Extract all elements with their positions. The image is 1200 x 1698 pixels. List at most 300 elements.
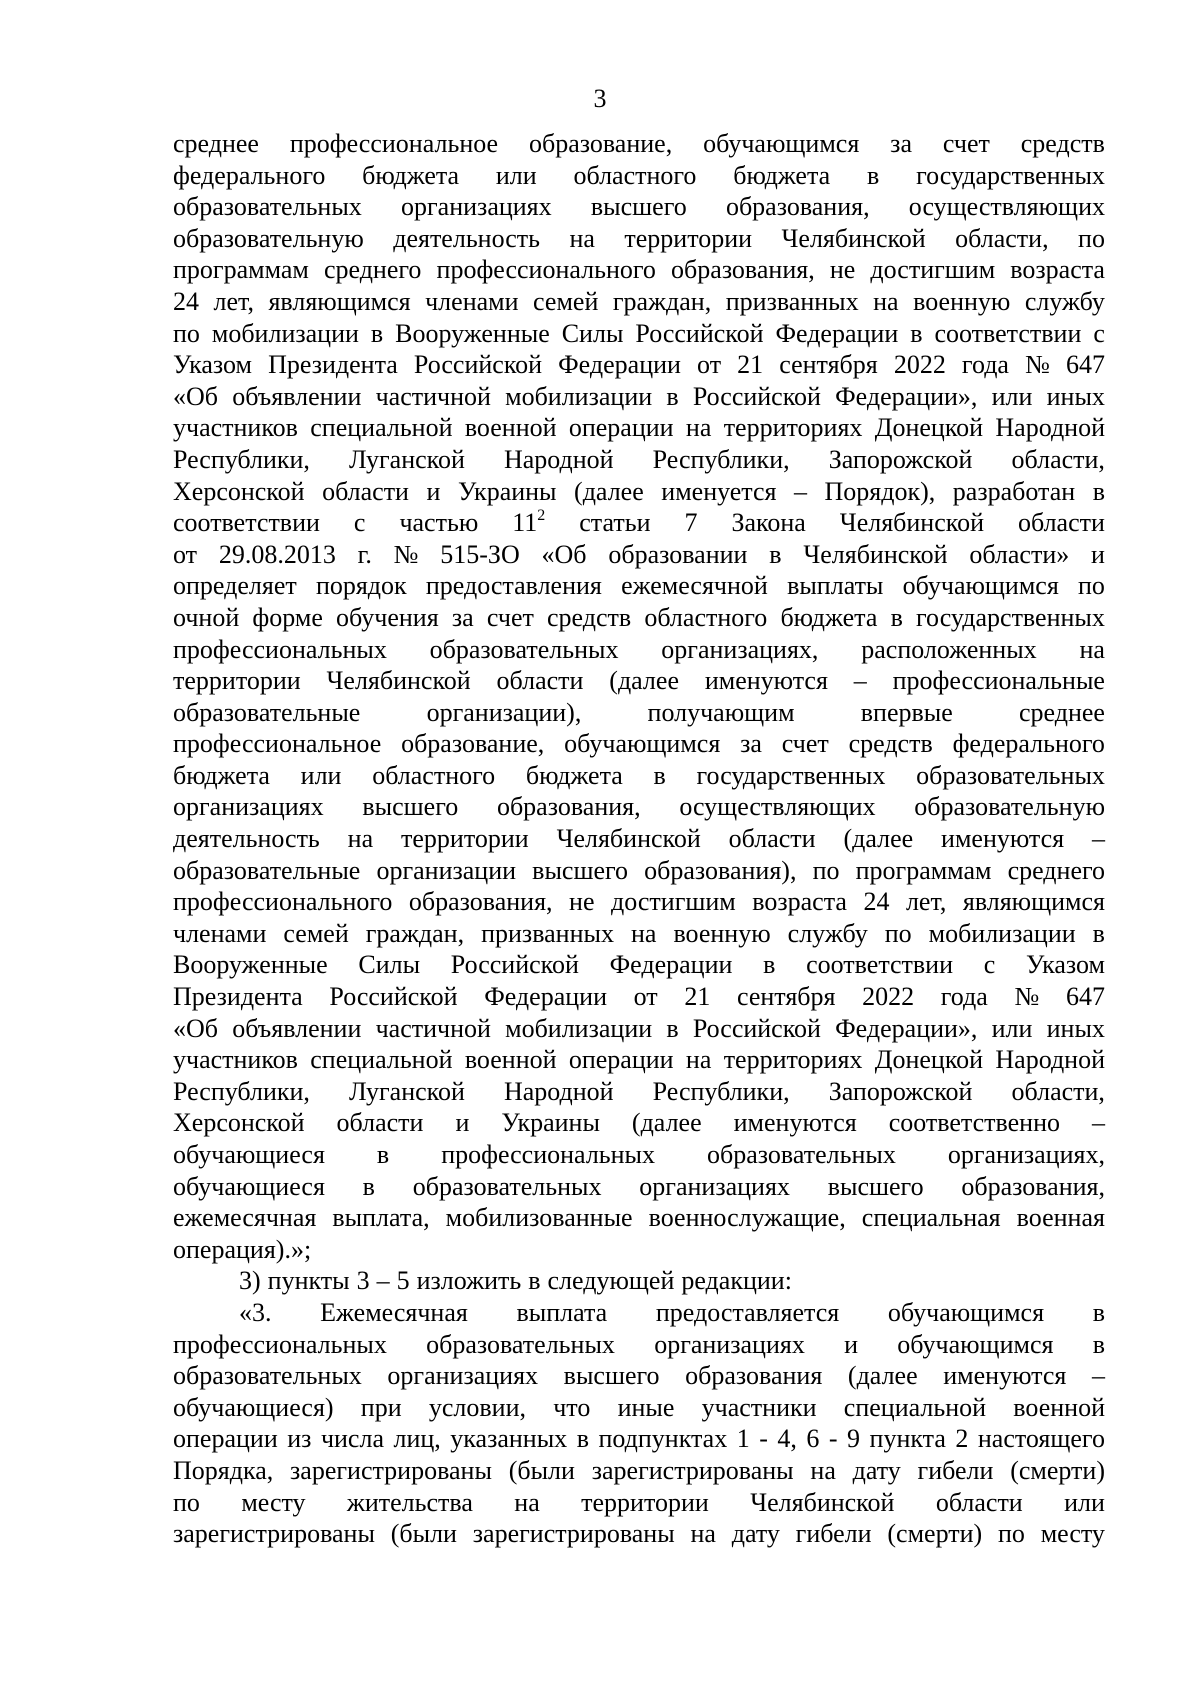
- word: объявлении: [232, 1013, 362, 1043]
- text-line: [173, 602, 1105, 634]
- word: образования),: [644, 855, 797, 885]
- text-line: [173, 855, 1105, 887]
- word: частью: [399, 508, 479, 538]
- word: или: [1064, 1487, 1105, 1517]
- word: по: [884, 918, 912, 948]
- word: бюджета: [362, 160, 460, 190]
- text-line: [173, 981, 1105, 1013]
- word: с: [353, 508, 366, 538]
- word: областного: [372, 760, 496, 790]
- word: организациях: [401, 192, 552, 222]
- word: операции: [568, 1045, 674, 1075]
- word: получающим: [647, 697, 795, 727]
- word: области: [496, 666, 584, 696]
- word: соответствии: [806, 950, 954, 980]
- word: Федерации: [484, 982, 607, 1012]
- word: месту: [241, 1487, 306, 1517]
- word: Челябинской: [326, 666, 471, 696]
- text-line: [173, 191, 1105, 223]
- word: профессиональные: [892, 666, 1105, 696]
- word: зарегистрированы: [173, 1519, 375, 1549]
- word: обучающиеся): [173, 1392, 334, 1422]
- word: (смерти): [1010, 1455, 1105, 1485]
- word: на: [690, 1519, 716, 1549]
- word: специальной: [310, 413, 453, 443]
- word: или: [495, 160, 537, 190]
- word: средств: [1020, 129, 1105, 158]
- word: образовательные: [173, 855, 361, 885]
- word: –: [1091, 1361, 1105, 1391]
- word: «Об: [541, 539, 587, 569]
- word: организациях: [387, 1361, 539, 1391]
- superscript: 2: [537, 507, 546, 525]
- word: указанных: [450, 1424, 568, 1454]
- text-line: [173, 1423, 1105, 1455]
- text-line: [173, 1139, 1105, 1171]
- word: -: [828, 1424, 838, 1454]
- word: членами: [173, 918, 267, 948]
- word: области»: [969, 539, 1070, 569]
- word: 9: [847, 1424, 861, 1454]
- word: (далее: [609, 666, 679, 696]
- word: -: [759, 1424, 768, 1454]
- text-line: [173, 1107, 1105, 1139]
- word: профессионального: [436, 255, 656, 285]
- word: являющимся: [268, 286, 411, 316]
- word: Запорожской: [828, 1076, 973, 1106]
- word: мобилизации: [505, 381, 653, 411]
- word: области,: [955, 223, 1049, 253]
- word: следующей: [547, 1266, 675, 1296]
- word: обучения: [336, 602, 439, 632]
- word: специальной: [843, 1392, 987, 1422]
- word: иных: [1046, 381, 1105, 411]
- word: 5: [396, 1266, 410, 1296]
- word: года: [961, 350, 1009, 380]
- page-number: 3: [593, 84, 607, 113]
- word: образовании: [608, 539, 748, 569]
- word: 2022: [862, 982, 915, 1012]
- word: Херсонской: [173, 1108, 305, 1138]
- word: именуются: [943, 1361, 1067, 1391]
- document-body: [173, 128, 1105, 1550]
- word: в: [576, 1424, 589, 1454]
- text-line: [173, 1360, 1105, 1392]
- word: федерального: [173, 160, 326, 190]
- word: или: [991, 381, 1033, 411]
- word: области: [322, 476, 409, 506]
- word: Указом: [173, 350, 252, 380]
- word: возраста: [752, 887, 847, 917]
- word: высшего: [532, 855, 629, 885]
- word: –: [1092, 1108, 1105, 1138]
- word: частичной: [375, 381, 491, 411]
- word: или: [300, 760, 342, 790]
- word: профессионального: [173, 887, 393, 917]
- word: Челябинской: [803, 539, 948, 569]
- word: «3.: [239, 1297, 272, 1327]
- word: мобилизации: [211, 318, 359, 348]
- word: Президента: [173, 982, 303, 1012]
- word: месту: [1040, 1519, 1105, 1549]
- text-line: [173, 223, 1105, 255]
- word: государственных: [916, 602, 1105, 632]
- word: Федерации: [775, 318, 899, 348]
- word: граждан,: [365, 918, 465, 948]
- word: профессиональных: [173, 634, 387, 664]
- word: жительства: [346, 1487, 473, 1517]
- word: образования,: [671, 255, 815, 285]
- word: программам: [855, 855, 992, 885]
- word: 647: [1065, 350, 1105, 380]
- word: объявлении: [232, 381, 362, 411]
- word: №: [393, 539, 419, 569]
- word: в: [866, 160, 880, 190]
- word: среднее: [173, 129, 259, 158]
- word: образовательную: [173, 223, 364, 253]
- word: дату: [852, 1455, 901, 1485]
- word: Донецкой: [874, 413, 984, 443]
- word: (смерти): [887, 1519, 983, 1549]
- word: государственных: [916, 160, 1105, 190]
- word: обучающимся: [703, 129, 860, 158]
- word: Российской: [692, 1013, 821, 1043]
- word: военной: [464, 413, 557, 443]
- word: в: [370, 318, 384, 348]
- word: мобилизации: [928, 918, 1076, 948]
- word: образовательные: [173, 697, 361, 727]
- word: иных: [1046, 1013, 1105, 1043]
- word: операция).»;: [173, 1234, 312, 1264]
- word: в: [769, 539, 782, 569]
- text-line: [173, 349, 1105, 381]
- text-line: [173, 476, 1105, 508]
- word: военнослужащие,: [648, 1203, 846, 1233]
- word: Херсонской: [173, 476, 305, 506]
- word: на: [569, 223, 595, 253]
- text-line: [173, 791, 1105, 823]
- word: Ежемесячная: [320, 1297, 468, 1327]
- word: обучающимся: [564, 729, 721, 759]
- word: от: [697, 350, 722, 380]
- word: организациях,: [947, 1140, 1105, 1169]
- word: организациях: [639, 1171, 790, 1201]
- word: Республики,: [652, 1076, 790, 1106]
- word: 24: [863, 887, 890, 917]
- word: на: [810, 1455, 836, 1485]
- word: военную: [673, 918, 771, 948]
- word: именуются: [733, 1108, 857, 1138]
- word: года: [940, 982, 988, 1012]
- word: службу: [1024, 286, 1105, 316]
- word: Федерации»,: [835, 1013, 978, 1043]
- word: образовательных: [173, 1361, 362, 1391]
- word: образовательных: [429, 634, 619, 664]
- word: образования,: [408, 887, 553, 917]
- word: 7: [684, 508, 698, 538]
- word: военной: [464, 1045, 557, 1075]
- word: Луганской: [349, 1076, 465, 1106]
- word: Вооруженные: [173, 950, 328, 980]
- word: «Об: [173, 381, 219, 411]
- text-line: [173, 1076, 1105, 1108]
- word: Указом: [1025, 950, 1105, 980]
- word: –: [376, 1266, 390, 1296]
- word: образовательных: [173, 192, 362, 222]
- word: областного: [573, 160, 697, 190]
- word: сентября: [736, 982, 836, 1012]
- text-line: [173, 728, 1105, 760]
- word: областного: [644, 602, 768, 632]
- word: в: [890, 602, 903, 632]
- word: призванных: [481, 918, 614, 948]
- word: №: [1014, 982, 1040, 1012]
- word: за: [451, 602, 474, 632]
- word: Челябинской: [781, 223, 926, 253]
- text-line: [173, 1234, 1105, 1266]
- word: с: [1093, 318, 1105, 348]
- word: Порядка,: [173, 1455, 274, 1485]
- text-line: [173, 412, 1105, 444]
- word: Российской: [450, 950, 579, 980]
- word: обучающиеся: [173, 1140, 325, 1169]
- word: Порядок),: [824, 476, 936, 506]
- word: высшего: [362, 792, 459, 822]
- word: на: [630, 918, 657, 948]
- word: соответствии: [173, 508, 320, 538]
- text-line: [173, 160, 1105, 192]
- word: программам: [173, 255, 309, 285]
- text-line: [173, 823, 1105, 855]
- word: –: [1092, 824, 1105, 854]
- word: г.: [357, 539, 372, 569]
- word: от: [633, 982, 658, 1012]
- text-line: [173, 507, 1105, 539]
- word: граждан,: [612, 286, 712, 316]
- word: в: [653, 760, 666, 790]
- word: являющимся: [962, 887, 1105, 917]
- text-line: [173, 1202, 1105, 1234]
- word: лиц,: [393, 1424, 441, 1454]
- word: средств: [848, 729, 933, 759]
- word: в: [1092, 1329, 1105, 1359]
- word: Федерации: [609, 950, 733, 980]
- word: с: [983, 950, 996, 980]
- word: из: [287, 1424, 312, 1454]
- text-line: [173, 570, 1105, 602]
- word: области: [1017, 508, 1105, 538]
- word: соответственно: [888, 1108, 1061, 1138]
- word: гибели: [795, 1519, 872, 1549]
- word: при: [360, 1392, 402, 1422]
- word: участников: [173, 413, 298, 443]
- word: организациях: [654, 1329, 805, 1359]
- word: в: [763, 950, 776, 980]
- word: –: [853, 666, 867, 696]
- word: Российской: [329, 982, 458, 1012]
- word: 515-ЗО: [440, 539, 520, 569]
- word: гибели: [917, 1455, 994, 1485]
- word: специальная: [861, 1203, 1001, 1233]
- word: статьи: [579, 508, 651, 538]
- word: образовательных: [916, 760, 1105, 790]
- word: бюджета: [173, 760, 270, 790]
- word: высшего: [590, 192, 687, 222]
- word: предоставления: [425, 571, 602, 601]
- word: Запорожской: [828, 444, 973, 474]
- word: достигшим: [611, 887, 736, 917]
- word: форме: [252, 602, 323, 632]
- word: службу: [787, 918, 868, 948]
- word: военную: [913, 286, 1011, 316]
- word: федерального: [952, 729, 1105, 759]
- word: организации: [376, 855, 517, 885]
- text-line: [173, 760, 1105, 792]
- word: настоящего: [977, 1424, 1105, 1454]
- text-line: [173, 697, 1105, 729]
- word: условии,: [428, 1392, 526, 1422]
- word: среднего: [1007, 855, 1105, 885]
- word: обучающимся: [897, 1329, 1054, 1359]
- word: не: [829, 255, 856, 285]
- word: Президента: [268, 350, 398, 380]
- word: высшего: [563, 1361, 660, 1391]
- word: военная: [1016, 1203, 1105, 1233]
- word: 24: [173, 286, 199, 316]
- word: числа: [320, 1424, 384, 1454]
- word: счет: [486, 602, 534, 632]
- word: на: [873, 286, 899, 316]
- word: и: [455, 1108, 470, 1138]
- text-line: [173, 1171, 1105, 1203]
- word: изложить: [416, 1266, 522, 1296]
- word: деятельность: [173, 824, 320, 854]
- word: профессиональных: [441, 1140, 656, 1169]
- word: пункта: [869, 1424, 946, 1454]
- word: возраста: [1010, 255, 1105, 285]
- word: осуществляющих: [679, 792, 876, 822]
- word: 4,: [777, 1424, 797, 1454]
- word: что: [553, 1392, 591, 1422]
- text-line: [173, 665, 1105, 697]
- word: Вооруженные: [395, 318, 550, 348]
- word: не: [569, 887, 595, 917]
- word: зарегистрированы: [290, 1455, 492, 1485]
- text-line: [173, 949, 1105, 981]
- word: и: [844, 1329, 859, 1359]
- word: операции: [173, 1424, 278, 1454]
- word: Российской: [413, 350, 543, 380]
- word: пункты: [267, 1266, 350, 1296]
- text-line: [173, 286, 1105, 318]
- word: образования,: [725, 192, 870, 222]
- word: Республики,: [173, 444, 310, 474]
- word: семей: [283, 918, 349, 948]
- word: в: [528, 1266, 541, 1296]
- word: образование,: [528, 129, 673, 158]
- word: профессиональное: [289, 129, 499, 158]
- word: зарегистрированы: [472, 1519, 675, 1549]
- word: области: [935, 1487, 1023, 1517]
- word: лет,: [213, 286, 254, 316]
- word: впервые: [860, 697, 953, 727]
- word: образовательных: [426, 1329, 615, 1359]
- word: №: [1025, 350, 1050, 380]
- word: территории: [173, 666, 301, 696]
- text-line: [173, 1392, 1105, 1424]
- word: по: [173, 1487, 200, 1517]
- word: выплата: [516, 1297, 608, 1327]
- word: за: [740, 729, 762, 759]
- text-line: [173, 1455, 1105, 1487]
- word: 6: [806, 1424, 820, 1454]
- word: счет: [942, 129, 990, 158]
- word: территории: [581, 1487, 709, 1517]
- word: счет: [781, 729, 829, 759]
- word: осуществляющих: [908, 192, 1105, 222]
- word: Российской: [635, 318, 764, 348]
- text-line: [173, 318, 1105, 350]
- word: очной: [173, 602, 240, 632]
- word: (были: [508, 1455, 575, 1485]
- word: в: [1092, 476, 1105, 506]
- word: расположенных: [861, 634, 1037, 664]
- word: на: [685, 1045, 712, 1075]
- text-line: [173, 254, 1105, 286]
- word: организациях: [173, 792, 324, 822]
- word: профессиональных: [173, 1329, 387, 1359]
- text-line: [173, 128, 1105, 160]
- word: в: [666, 381, 679, 411]
- word: (были: [390, 1519, 457, 1549]
- word: разработан: [952, 476, 1076, 506]
- word: Закона: [731, 508, 806, 538]
- word: именуются: [704, 666, 828, 696]
- word: территории: [624, 223, 753, 253]
- word: в: [362, 1171, 375, 1201]
- word: Народной: [995, 413, 1105, 443]
- word: высшего: [827, 1171, 924, 1201]
- word: на: [347, 824, 374, 854]
- word: зарегистрированы: [591, 1455, 794, 1485]
- word: Челябинской: [839, 508, 984, 538]
- word: в: [666, 1013, 679, 1043]
- word: определяет: [173, 571, 297, 601]
- word: Силы: [358, 950, 421, 980]
- word: 29.08.2013: [218, 539, 336, 569]
- word: области: [336, 1108, 424, 1138]
- word: иные: [617, 1392, 675, 1422]
- word: от: [173, 539, 198, 569]
- word: территории: [401, 824, 529, 854]
- word: Луганской: [349, 444, 465, 474]
- text-line: [173, 1487, 1105, 1519]
- word: образования,: [961, 1171, 1105, 1201]
- word: Силы: [561, 318, 624, 348]
- word: Республики,: [652, 444, 790, 474]
- word: выплаты: [787, 571, 884, 601]
- word: именуются: [941, 824, 1065, 854]
- word: образовательных: [412, 1171, 602, 1201]
- word: по: [1078, 571, 1105, 601]
- word: образовательную: [914, 792, 1105, 822]
- word: на: [514, 1487, 540, 1517]
- word: в: [1092, 918, 1105, 948]
- word: соответствии: [934, 318, 1082, 348]
- word: Российской: [692, 381, 821, 411]
- word: и: [426, 476, 441, 506]
- word: мобилизации: [505, 1013, 653, 1043]
